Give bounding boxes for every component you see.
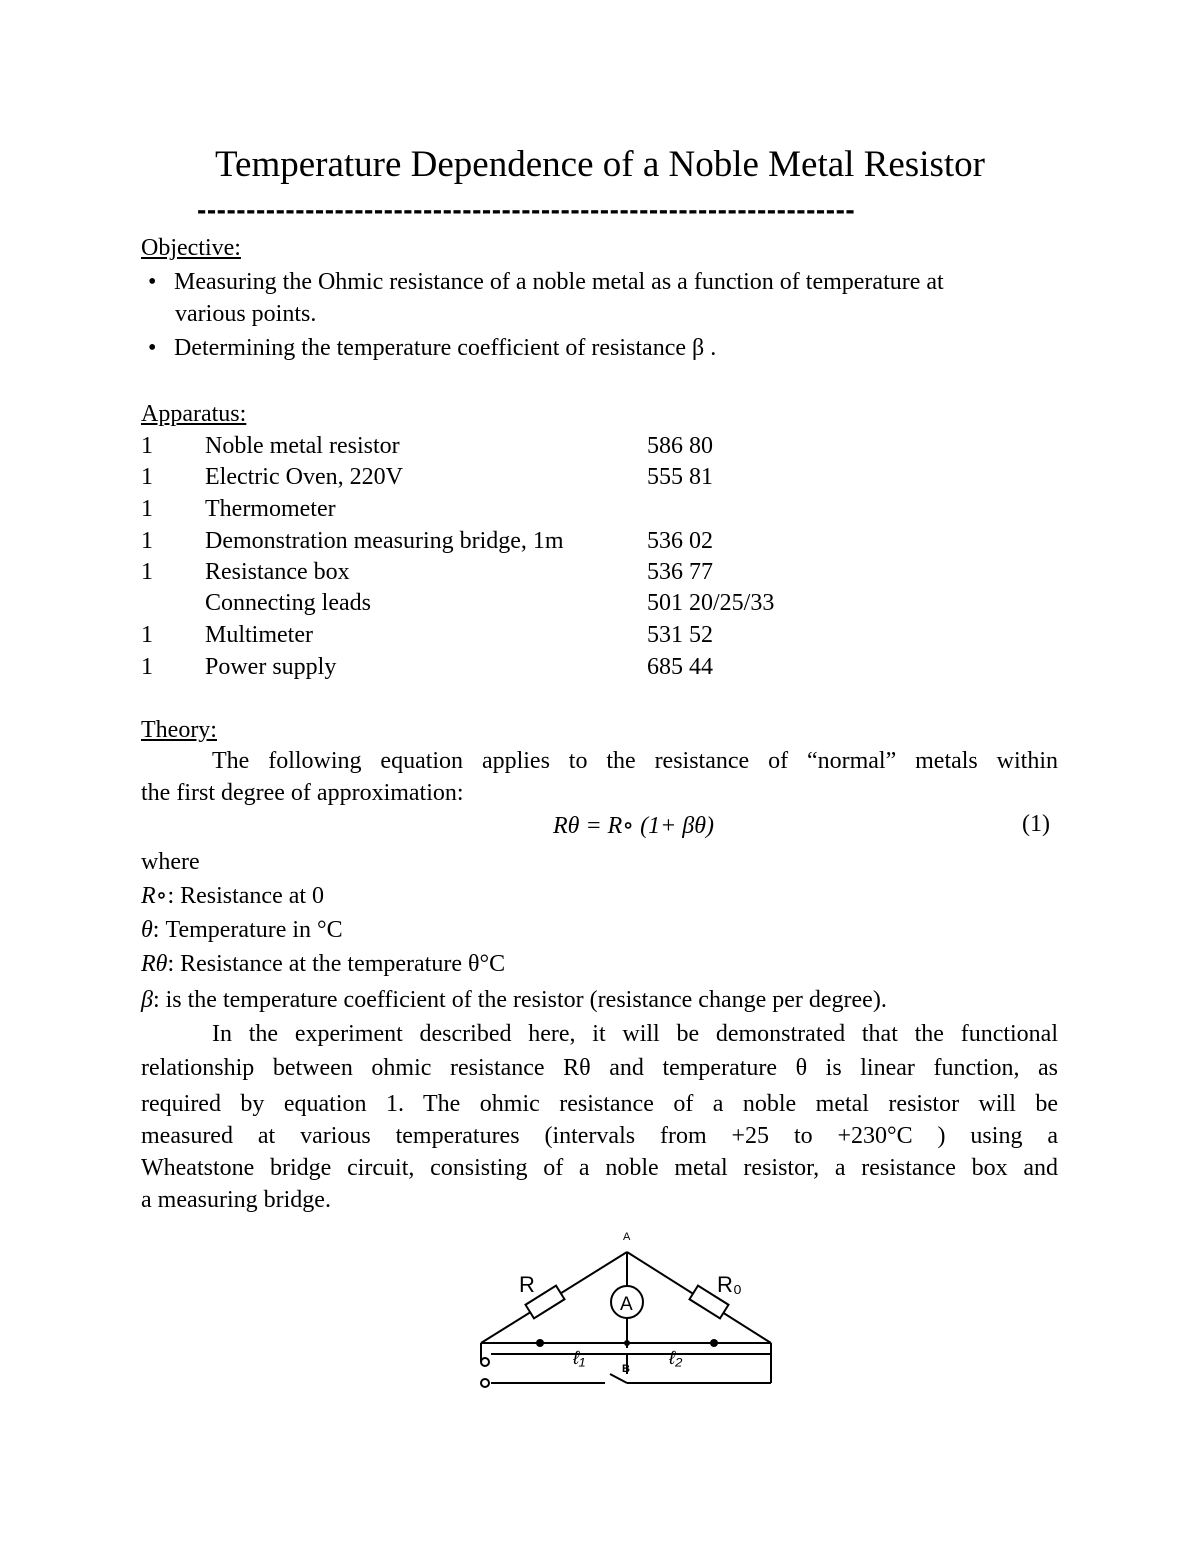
apparatus-code: 531 52 xyxy=(647,622,713,648)
apparatus-code: 685 44 xyxy=(647,654,713,680)
theory-paragraph-line: a measuring bridge. xyxy=(141,1187,331,1213)
apparatus-qty: 1 xyxy=(141,464,153,490)
definition-symbol: R∘ xyxy=(141,883,168,909)
length-label-l1: ℓ₁ xyxy=(573,1348,586,1369)
apparatus-qty: 1 xyxy=(141,496,153,522)
definition-r-theta xyxy=(141,951,505,978)
bullet-icon: • xyxy=(148,269,157,295)
wheatstone-bridge-diagram xyxy=(445,1222,835,1402)
equation-number: (1) xyxy=(1022,811,1050,837)
definition-beta xyxy=(141,987,887,1014)
apparatus-item: Thermometer xyxy=(205,496,336,522)
theory-paragraph-line: required by equation 1. The ohmic resistance of a noble metal resistor will be xyxy=(141,1091,1058,1117)
ammeter-icon: A xyxy=(620,1294,633,1315)
apparatus-item: Electric Oven, 220V xyxy=(205,464,403,490)
apparatus-item: Power supply xyxy=(205,654,337,680)
theory-paragraph-line: relationship between ohmic resistance Rθ and temperature θ is linear function, as xyxy=(141,1055,1058,1081)
objective-item-2 xyxy=(148,335,716,362)
apparatus-item: Multimeter xyxy=(205,622,313,648)
bullet-icon: • xyxy=(148,335,157,361)
apparatus-item: Demonstration measuring bridge, 1m xyxy=(205,528,564,554)
apparatus-item: Noble metal resistor xyxy=(205,433,400,459)
resistor-label-r0: R₀ xyxy=(717,1272,743,1297)
theory-paragraph-line: Wheatstone bridge circuit, consisting of a noble metal resistor, a resistance box and xyxy=(141,1155,1058,1181)
definition-text: : is the temperature coefficient of the resistor (resistance change per degree). xyxy=(152,987,887,1013)
where-label: where xyxy=(141,849,200,875)
apparatus-item: Resistance box xyxy=(205,559,350,585)
apparatus-heading: Apparatus: xyxy=(141,401,247,427)
theory-paragraph-line: In the experiment described here, it will be demonstrated that the functional xyxy=(212,1021,1058,1047)
theory-intro-line: the first degree of approximation: xyxy=(141,780,464,806)
node-label-a: A xyxy=(623,1231,631,1243)
apparatus-code: 536 02 xyxy=(647,528,713,554)
definition-text: : Resistance at 0 xyxy=(167,883,325,909)
node-label-b: B xyxy=(622,1363,630,1375)
apparatus-code: 501 20/25/33 xyxy=(647,590,775,616)
apparatus-code: 555 81 xyxy=(647,464,713,490)
apparatus-qty: 1 xyxy=(141,622,153,648)
apparatus-code: 536 77 xyxy=(647,559,713,585)
apparatus-qty: 1 xyxy=(141,528,153,554)
apparatus-qty: 1 xyxy=(141,654,153,680)
definition-text: : Temperature in °C xyxy=(152,917,343,943)
objective-item-text: Determining the temperature coefficient of resistance β . xyxy=(174,335,717,361)
apparatus-qty: 1 xyxy=(141,433,153,459)
length-label-l2: ℓ₂ xyxy=(669,1348,683,1369)
definition-symbol: β xyxy=(141,987,153,1013)
theory-intro-line: The following equation applies to the resistance of “normal” metals within xyxy=(212,748,1058,774)
objective-item-text: Measuring the Ohmic resistance of a noble metal as a function of temperature at xyxy=(174,269,944,295)
apparatus-code: 586 80 xyxy=(647,433,713,459)
page-title: Temperature Dependence of a Noble Metal Resistor xyxy=(215,144,985,185)
objective-heading: Objective: xyxy=(141,235,241,261)
definition-symbol: Rθ xyxy=(141,951,168,977)
definition-theta xyxy=(141,917,343,944)
definition-r0 xyxy=(141,881,324,910)
apparatus-qty: 1 xyxy=(141,559,153,585)
objective-item-1-continued: various points. xyxy=(175,301,317,327)
title-rule: ------------------------------------------------------------------- xyxy=(197,194,856,225)
apparatus-item: Connecting leads xyxy=(205,590,371,616)
equation: Rθ = R∘ (1+ βθ) xyxy=(553,813,714,839)
definition-symbol: θ xyxy=(141,917,153,943)
theory-paragraph-line: measured at various temperatures (intervals from +25 to +230°C ) using a xyxy=(141,1123,1058,1149)
definition-text: : Resistance at the temperature θ°C xyxy=(167,951,506,977)
theory-heading: Theory: xyxy=(141,717,217,743)
objective-item-1 xyxy=(148,269,944,296)
resistor-label-r: R xyxy=(519,1272,535,1297)
